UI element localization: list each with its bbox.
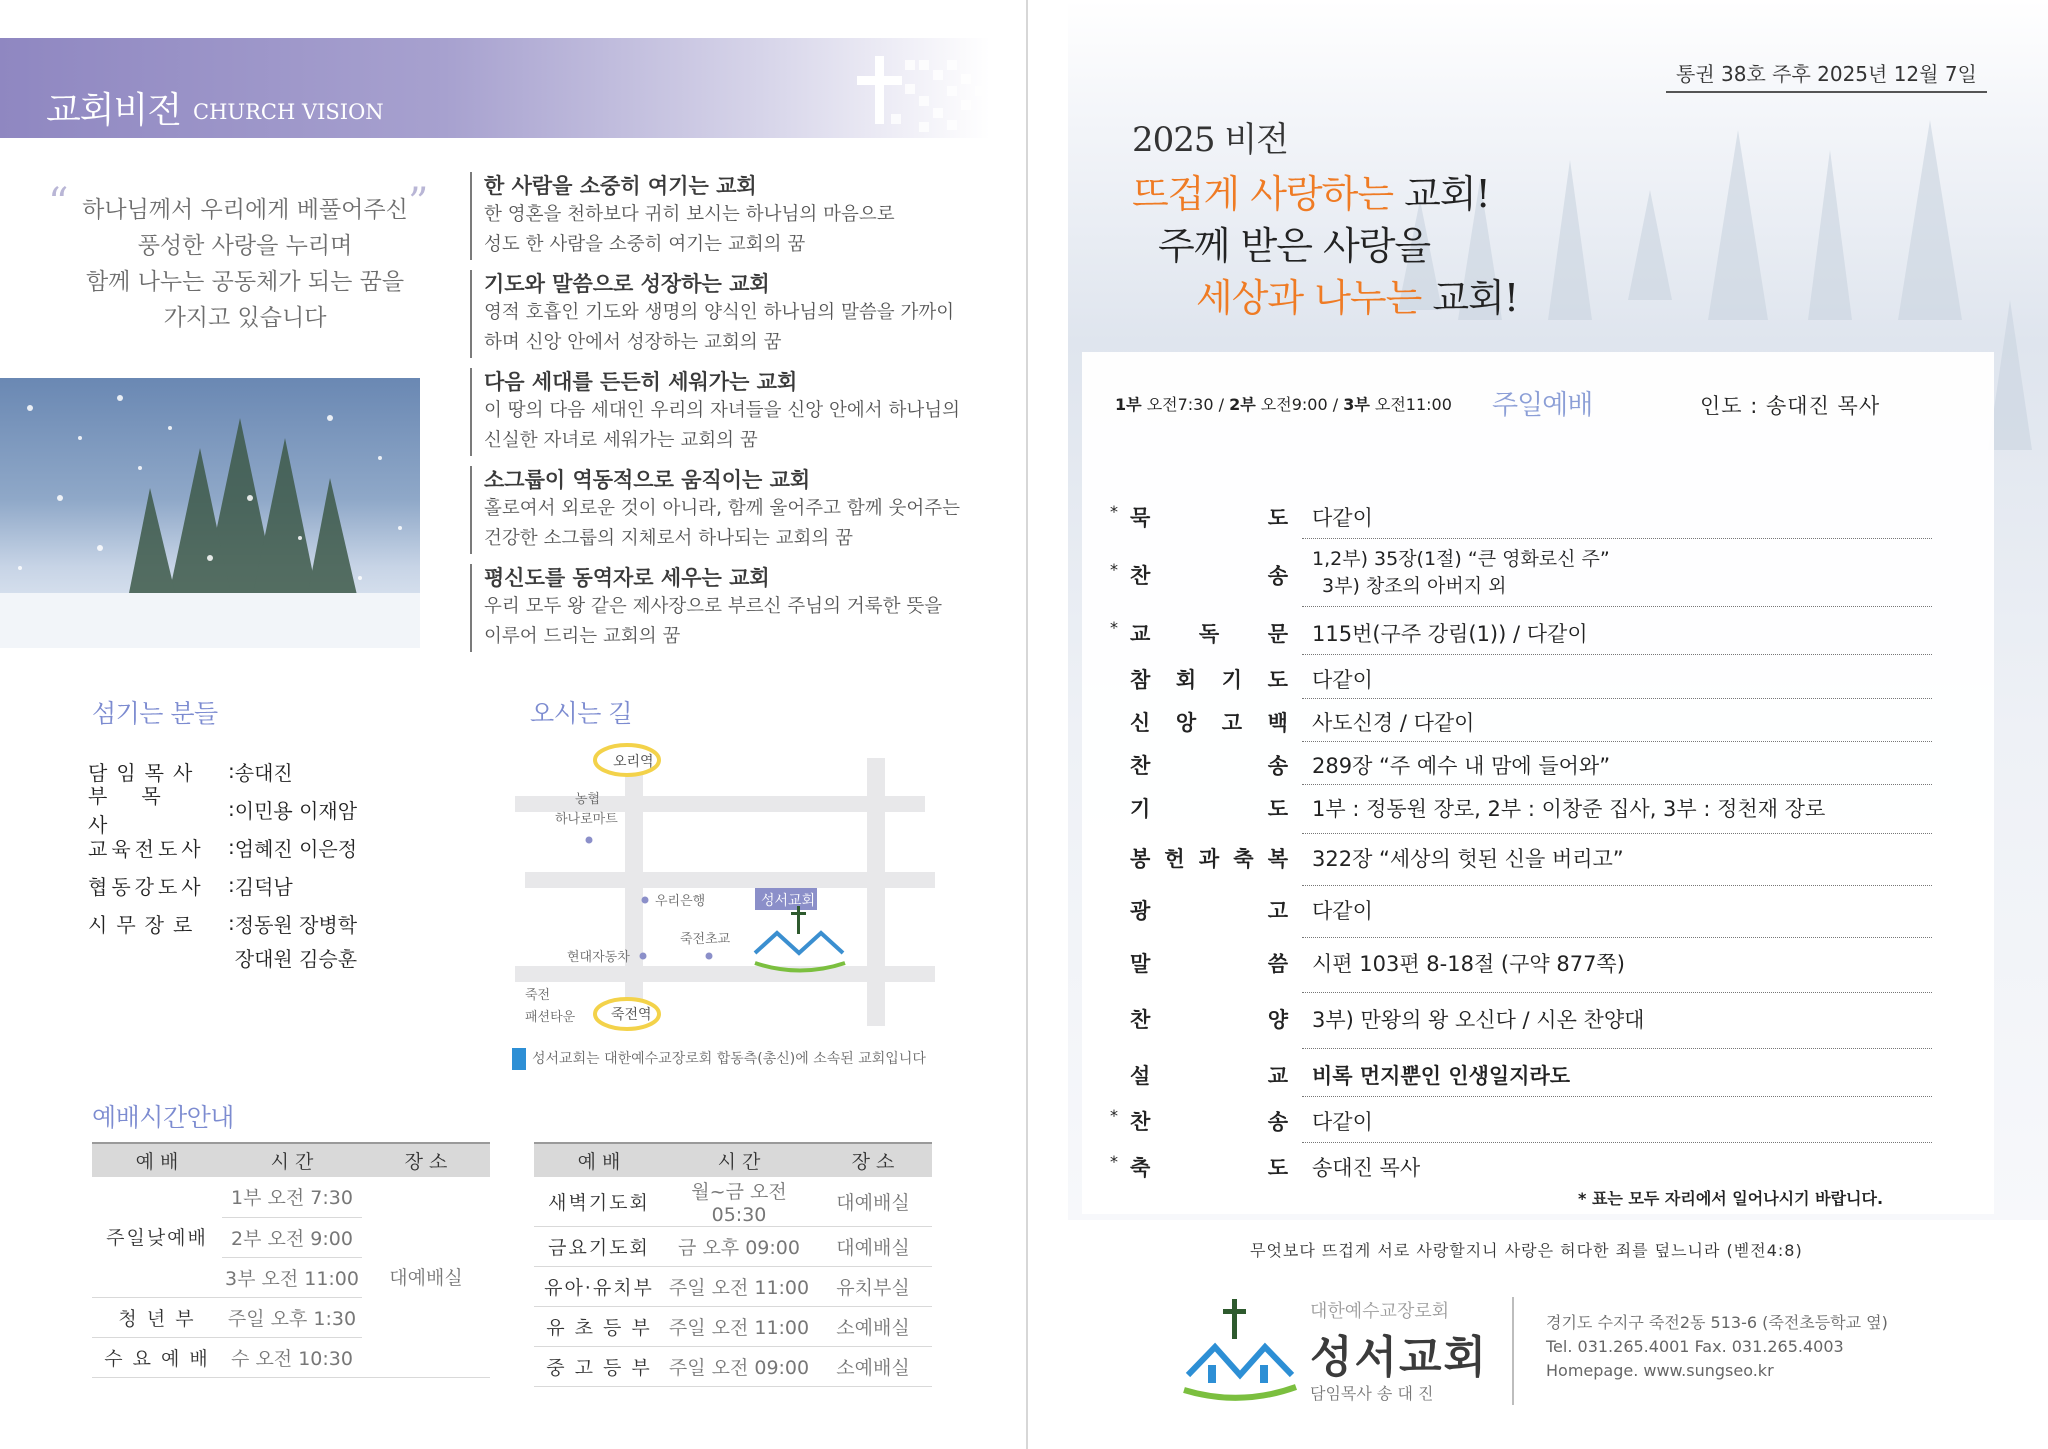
standing-mark: * [1110, 1106, 1118, 1125]
staff-role: 교육전도사 [88, 836, 205, 861]
service-time: 주일 오후 1:30 [222, 1297, 362, 1337]
service-name: 중 고 등 부 [534, 1347, 664, 1387]
staff-section-title: 섬기는 분들 [92, 699, 218, 728]
staff-row: 교육전도사 : 엄혜진 이은정 [88, 828, 357, 866]
footer-contact [1546, 1311, 1888, 1383]
vision-item-desc: 홀로여서 외로운 것이 아니라, 함께 울어주고 함께 웃어주는 [484, 498, 960, 519]
order-value: 3부) 만왕의 왕 오신다 / 시온 찬양대 [1312, 1008, 1645, 1032]
tree-decoration [1628, 190, 1672, 300]
order-label-char: 기 [1130, 797, 1151, 821]
order-value: 다같이 [1312, 1110, 1373, 1134]
worship-leader: 인도 : 송대진 목사 [1700, 394, 1881, 418]
order-label-text [1130, 1004, 1288, 1034]
order-label-char: 설 [1130, 1064, 1151, 1088]
standing-mark: * [1110, 1152, 1118, 1171]
vision-item-desc: 신실한 자녀로 세워가는 교회의 꿈 [484, 430, 758, 451]
order-value: 다같이 [1312, 506, 1373, 530]
church-logo-icon [1180, 1295, 1300, 1405]
order-label-text [1130, 895, 1288, 925]
staff-names: 장대원 김승훈 [234, 946, 358, 971]
staff-role: 부목사 [88, 784, 195, 837]
order-label-char: 교 [1130, 622, 1151, 646]
order-label-char: 말 [1130, 952, 1151, 976]
vision-item-desc: 이 땅의 다음 세대인 우리의 자녀들을 신앙 안에서 하나님의 [484, 400, 960, 421]
order-label-char: 찬 [1130, 564, 1151, 588]
table-row [534, 1227, 932, 1267]
vision-line-1 [1132, 168, 1518, 220]
table-header: 예 배 [534, 1143, 664, 1177]
quote-line: 풍성한 사랑을 누리며 [137, 233, 353, 259]
vision-item-title: 기도와 말씀으로 성장하는 교회 [484, 272, 770, 296]
order-label-char: 축 [1130, 1156, 1151, 1180]
service-time: 2부 오전 9:00 [222, 1217, 362, 1257]
service-name: 유 초 등 부 [534, 1307, 664, 1347]
vision-item-title: 한 사람을 소중히 여기는 교회 [484, 174, 757, 198]
service-place: 유치부실 [814, 1267, 932, 1307]
order-label-char: 양 [1267, 1008, 1288, 1032]
tree-decoration [1988, 300, 2032, 450]
vision-item-title: 소그룹이 역동적으로 움직이는 교회 [484, 468, 811, 492]
footer-divider [1512, 1297, 1514, 1405]
banner-title-ko: 교회비전 [46, 90, 182, 131]
schedule-table-1 [92, 1142, 490, 1378]
staff-row: 시무장로 : 정동원 장병학 [88, 904, 357, 942]
order-label-char: 광 [1130, 899, 1151, 923]
service-place: 대예배실 [362, 1177, 490, 1377]
staff-row: 부목사 : 이민용 이재암 [88, 790, 357, 828]
vision-item-desc: 이루어 드리는 교회의 꿈 [484, 626, 681, 647]
service-time: 3부 오전 11:00 [222, 1257, 362, 1297]
order-label-char: 독 [1198, 622, 1220, 646]
vision-year: 2025 비전 [1132, 120, 1289, 160]
order-label-char: 찬 [1130, 1110, 1151, 1134]
church-logo-icon [755, 906, 845, 971]
staff-names: 정동원 장병학 [234, 912, 358, 937]
issue-info: 통권 38호 주후 2025년 12월 7일 [1666, 58, 1987, 93]
quote-line: 하나님께서 우리에게 베풀어주신 [82, 197, 408, 223]
map-label-jukjeon-school: 죽전초교 [680, 932, 731, 947]
order-value: 322장 “세상의 헛된 신을 버리고” [1312, 847, 1624, 871]
order-label-char: 교 [1267, 1064, 1288, 1088]
service-time: 오전11:00 [1374, 395, 1452, 414]
order-label-char: 신 [1130, 711, 1151, 735]
open-quote-icon: “ [48, 180, 69, 226]
order-label-char: 문 [1267, 622, 1288, 646]
service-place: 대예배실 [814, 1227, 932, 1267]
table-row [534, 1177, 932, 1227]
order-label-text [1130, 618, 1288, 648]
vision-item-desc: 영적 호흡인 기도와 생명의 양식인 하나님의 말씀을 가까이 [484, 302, 955, 323]
table-header: 시 간 [222, 1143, 362, 1177]
vision-item-desc: 한 영혼을 천하보다 귀히 보시는 하나님의 마음으로 [484, 204, 895, 225]
order-value: 사도신경 / 다같이 [1312, 711, 1475, 735]
sunday-worship-label: 주일예배 [1492, 390, 1593, 421]
order-label-char: 고 [1221, 711, 1243, 735]
standing-mark: * [1110, 618, 1118, 637]
order-label-text [1130, 664, 1288, 694]
map-label-woori-bank: 우리은행 [655, 894, 706, 909]
dotted-divider [1302, 833, 1932, 834]
table-header: 장 소 [362, 1143, 490, 1177]
cross-icon [845, 56, 995, 141]
order-label-char: 회 [1175, 668, 1197, 692]
schedule-table-2 [534, 1142, 932, 1387]
order-label-char: 찬 [1130, 754, 1151, 778]
order-value: 1부 : 정동원 장로, 2부 : 이창준 집사, 3부 : 정천재 장로 [1312, 797, 1826, 821]
footer-denomination: 대한예수교장로회 [1310, 1301, 1450, 1322]
service-time: 1부 오전 7:30 [222, 1177, 362, 1217]
standing-mark: * [1110, 502, 1118, 521]
service-time: 오전9:00 [1260, 395, 1328, 414]
map-section-title: 오시는 길 [530, 699, 633, 728]
dotted-divider [1302, 654, 1932, 655]
order-label-char: 백 [1267, 711, 1288, 735]
order-label-char: 씀 [1267, 952, 1288, 976]
table-header: 장 소 [814, 1143, 932, 1177]
order-label-char: 고 [1267, 899, 1288, 923]
standing-note: * 표는 모두 자리에서 일어나시기 바랍니다. [1578, 1189, 1884, 1208]
order-label-text [1130, 707, 1288, 737]
order-label-char: 복 [1267, 847, 1288, 871]
order-label-char: 과 [1198, 847, 1220, 871]
staff-row [88, 942, 357, 972]
map-label-jukjeon: 죽전 [525, 988, 551, 1003]
staff-role: 협동강도사 [88, 874, 205, 899]
dotted-divider [1302, 1048, 1932, 1049]
service-name: 새벽기도회 [534, 1177, 664, 1227]
vision-line-3 [1132, 272, 1518, 324]
map-label-jukjeon-station: 죽전역 [611, 1007, 652, 1023]
service-time: 주일 오전 11:00 [664, 1307, 814, 1347]
order-label-char: 송 [1267, 564, 1288, 588]
vision-quote [50, 192, 440, 336]
dotted-divider [1302, 538, 1932, 539]
service-part: 1부 [1115, 395, 1142, 414]
directions-map [515, 738, 935, 1038]
order-label-char: 찬 [1130, 1008, 1151, 1032]
service-part: 2부 [1229, 395, 1256, 414]
sermon-title: 비록 먼지뿐인 인생일지라도 [1312, 1064, 1571, 1088]
dotted-divider [1302, 698, 1932, 699]
vision-item [470, 368, 1010, 456]
footer-address: 경기도 수지구 죽전2동 513-6 (죽전초등학교 옆) [1546, 1313, 1888, 1332]
staff-names: 이민용 이재암 [234, 798, 358, 823]
order-label-text [1130, 948, 1288, 978]
order-label-char: 도 [1267, 1156, 1288, 1180]
order-value-line: 3부) 창조의 아버지 외 [1322, 575, 1507, 597]
vision-item-desc: 우리 모두 왕 같은 제사장으로 부르신 주님의 거룩한 뜻을 [484, 596, 943, 617]
vision-item-desc: 건강한 소그룹의 지체로서 하나되는 교회의 꿈 [484, 528, 853, 549]
service-time: 주일 오전 11:00 [664, 1267, 814, 1307]
order-value: 시편 103편 8-18절 (구약 877쪽) [1312, 952, 1625, 976]
order-value: 다같이 [1312, 668, 1373, 692]
snowy-forest-photo [0, 378, 420, 648]
order-label-text [1130, 1152, 1288, 1182]
affiliation-text: 성서교회는 대한예수교장로회 합동측(총신)에 소속된 교회입니다 [532, 1051, 926, 1067]
tree-decoration [1898, 120, 1962, 320]
map-label-church: 성서교회 [761, 893, 816, 909]
service-name: 주일낮예배 [92, 1177, 222, 1297]
order-value-line: 1,2부) 35장(1절) “큰 영화로신 주” [1312, 548, 1610, 570]
bible-verse: 무엇보다 뜨겁게 서로 사랑할지니 사랑은 허다한 죄를 덮느니라 (벧전4:8) [1250, 1241, 1803, 1260]
vision-line-1-rest: 교회! [1393, 172, 1490, 216]
table-header: 시 간 [664, 1143, 814, 1177]
service-time: 주일 오전 09:00 [664, 1347, 814, 1387]
footer-pastor: 담임목사 송 대 진 [1310, 1384, 1434, 1403]
vision-item [470, 564, 1010, 652]
staff-role: 시무장로 [88, 912, 202, 937]
tree-decoration [1708, 130, 1768, 320]
order-label [1130, 502, 1288, 532]
vision-item [470, 172, 1010, 260]
service-time: 월~금 오전 05:30 [664, 1177, 814, 1227]
affiliation-note [512, 1048, 926, 1070]
order-label-text [1130, 560, 1288, 590]
service-time: 금 오후 09:00 [664, 1227, 814, 1267]
service-place: 소예배실 [814, 1347, 932, 1387]
tree-decoration [1808, 150, 1852, 320]
map-label-hyundai: 현대자동차 [567, 950, 630, 965]
banner-title-en: CHURCH VISION [193, 100, 384, 124]
vision-list [470, 172, 1010, 662]
service-part: 3부 [1343, 395, 1370, 414]
dotted-divider [1302, 741, 1932, 742]
service-time: 수 오전 10:30 [222, 1337, 362, 1377]
table-row [92, 1177, 490, 1217]
map-label-fashion-town: 패션타운 [525, 1010, 576, 1025]
order-label-text [1130, 843, 1288, 873]
order-value: 289장 “주 예수 내 맘에 들어와” [1312, 754, 1611, 778]
service-name: 금요기도회 [534, 1227, 664, 1267]
service-place: 소예배실 [814, 1307, 932, 1347]
order-label-char: 도 [1267, 506, 1288, 530]
dotted-divider [1302, 992, 1932, 993]
order-label-text [1130, 1106, 1288, 1136]
order-label-char: 축 [1233, 847, 1254, 871]
map-label-hanaro: 하나로마트 [555, 812, 618, 827]
table-row [534, 1307, 932, 1347]
table-row [534, 1347, 932, 1387]
order-label-text [1130, 750, 1288, 780]
vision-item-desc: 하며 신앙 안에서 성장하는 교회의 꿈 [484, 332, 782, 353]
order-label-char: 송 [1267, 754, 1288, 778]
vision-line-3-highlight: 세상과 나누는 [1196, 276, 1422, 320]
church-vision-banner [0, 38, 990, 138]
order-label-text [1130, 793, 1288, 823]
service-times: 1부 오전7:30 / 2부 오전9:00 / 3부 오전11:00 [1115, 395, 1452, 414]
staff-names: 엄혜진 이은정 [234, 836, 358, 861]
order-label-char: 묵 [1130, 506, 1151, 530]
footer-phone: Tel. 031.265.4001 Fax. 031.265.4003 [1546, 1337, 1844, 1356]
schedule-section-title: 예배시간안내 [92, 1103, 234, 1132]
close-quote-icon: ” [408, 180, 429, 226]
order-value: 송대진 목사 [1312, 1156, 1421, 1180]
dotted-divider [1302, 784, 1932, 785]
service-name: 유아·유치부 [534, 1267, 664, 1307]
quote-line: 가지고 있습니다 [163, 305, 327, 331]
order-label-char: 기 [1221, 668, 1243, 692]
vision-item [470, 466, 1010, 554]
staff-names: 송대진 [234, 760, 293, 785]
service-name: 청 년 부 [92, 1297, 222, 1337]
vision-item [470, 270, 1010, 358]
map-label-nonghyup: 농협 [575, 792, 601, 807]
order-value [1312, 546, 1932, 600]
staff-row: 담임목사 : 송대진 [88, 752, 357, 790]
dotted-divider [1302, 937, 1932, 938]
staff-role: 담임목사 [88, 760, 202, 785]
footer-church-name: 성서교회 [1310, 1332, 1489, 1383]
vision-item-title: 평신도를 동역자로 세우는 교회 [484, 566, 770, 590]
service-name: 수 요 예 배 [92, 1337, 222, 1377]
vision-line-1-highlight: 뜨겁게 사랑하는 [1132, 172, 1394, 216]
order-label-text [1130, 1060, 1288, 1090]
church-mark-icon [512, 1048, 526, 1070]
standing-mark: * [1110, 560, 1118, 579]
church-footer [1180, 1285, 1940, 1415]
order-label-char: 봉 [1130, 847, 1151, 871]
order-label-char: 참 [1130, 668, 1151, 692]
order-value: 다같이 [1312, 899, 1373, 923]
dotted-divider [1302, 1096, 1932, 1097]
staff-row: 협동강도사 : 김덕남 [88, 866, 357, 904]
vision-item-title: 다음 세대를 든든히 세워가는 교회 [484, 370, 798, 394]
footer-homepage: Homepage. www.sungseo.kr [1546, 1361, 1774, 1380]
staff-names: 김덕남 [234, 874, 293, 899]
service-time: 오전7:30 [1146, 395, 1214, 414]
dotted-divider [1302, 606, 1932, 607]
table-header: 예 배 [92, 1143, 222, 1177]
dotted-divider [1302, 1142, 1932, 1143]
vision-item-desc: 성도 한 사람을 소중히 여기는 교회의 꿈 [484, 234, 806, 255]
order-label-char: 송 [1267, 1110, 1288, 1134]
vision-statement [1132, 168, 1518, 324]
staff-list [88, 752, 357, 972]
dotted-divider [1302, 885, 1932, 886]
table-row [534, 1267, 932, 1307]
service-place: 대예배실 [814, 1177, 932, 1227]
vision-line-2: 주께 받은 사랑을 [1158, 224, 1431, 268]
order-label-char: 앙 [1175, 711, 1197, 735]
order-label-char: 도 [1267, 668, 1288, 692]
tree-decoration [1548, 160, 1592, 320]
map-label-ori-station: 오리역 [613, 754, 654, 770]
order-label-char: 도 [1267, 797, 1288, 821]
order-label-char: 헌 [1164, 847, 1185, 871]
order-value: 115번(구주 강림(1)) / 다같이 [1312, 622, 1588, 646]
vision-line-3-rest: 교회! [1421, 276, 1519, 320]
quote-line: 함께 나누는 공동체가 되는 꿈을 [85, 269, 405, 295]
